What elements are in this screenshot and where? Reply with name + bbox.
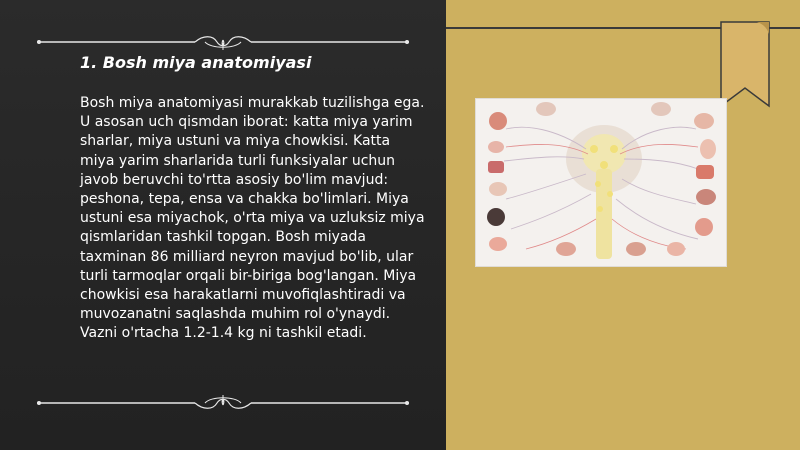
slide-body-text: Bosh miya anatomiyasi murakkab tuzilishga ega. U asosan uch qismdan iborat: katta miya yarim sharlar, miya ustuni va miya chowkisi. Katta miya yarim sharlarida turli funksiyalar uchun javob beruvchi to'rtta asosiy bo'lim mavjud: peshona, tepa, ensa va chakka bo'limlari. Miya ustuni esa miyachok, o'rta miya va uzluksiz miya qismlaridan tashkil topgan. Bosh miyada taxminan 86 milliard neyron mavjud bo'lib, ular turli tarmoqlar orqali bir-biriga bog'langan. Miya chowkisi esa harakatlarni muvofiqlashtiradi va muvozanatni saqlashda muhim rol o'ynaydi. Vazni o'rtacha 1.2-1.4 kg ni tashkil etadi. — [80, 95, 425, 342]
nervous-system-illustration — [475, 98, 727, 267]
ornament-divider-icon — [35, 34, 411, 50]
bookmark-ribbon-icon — [717, 18, 773, 110]
ornament-divider-icon — [35, 395, 411, 411]
slide-title: 1. Bosh miya anatomiyasi — [80, 53, 312, 72]
